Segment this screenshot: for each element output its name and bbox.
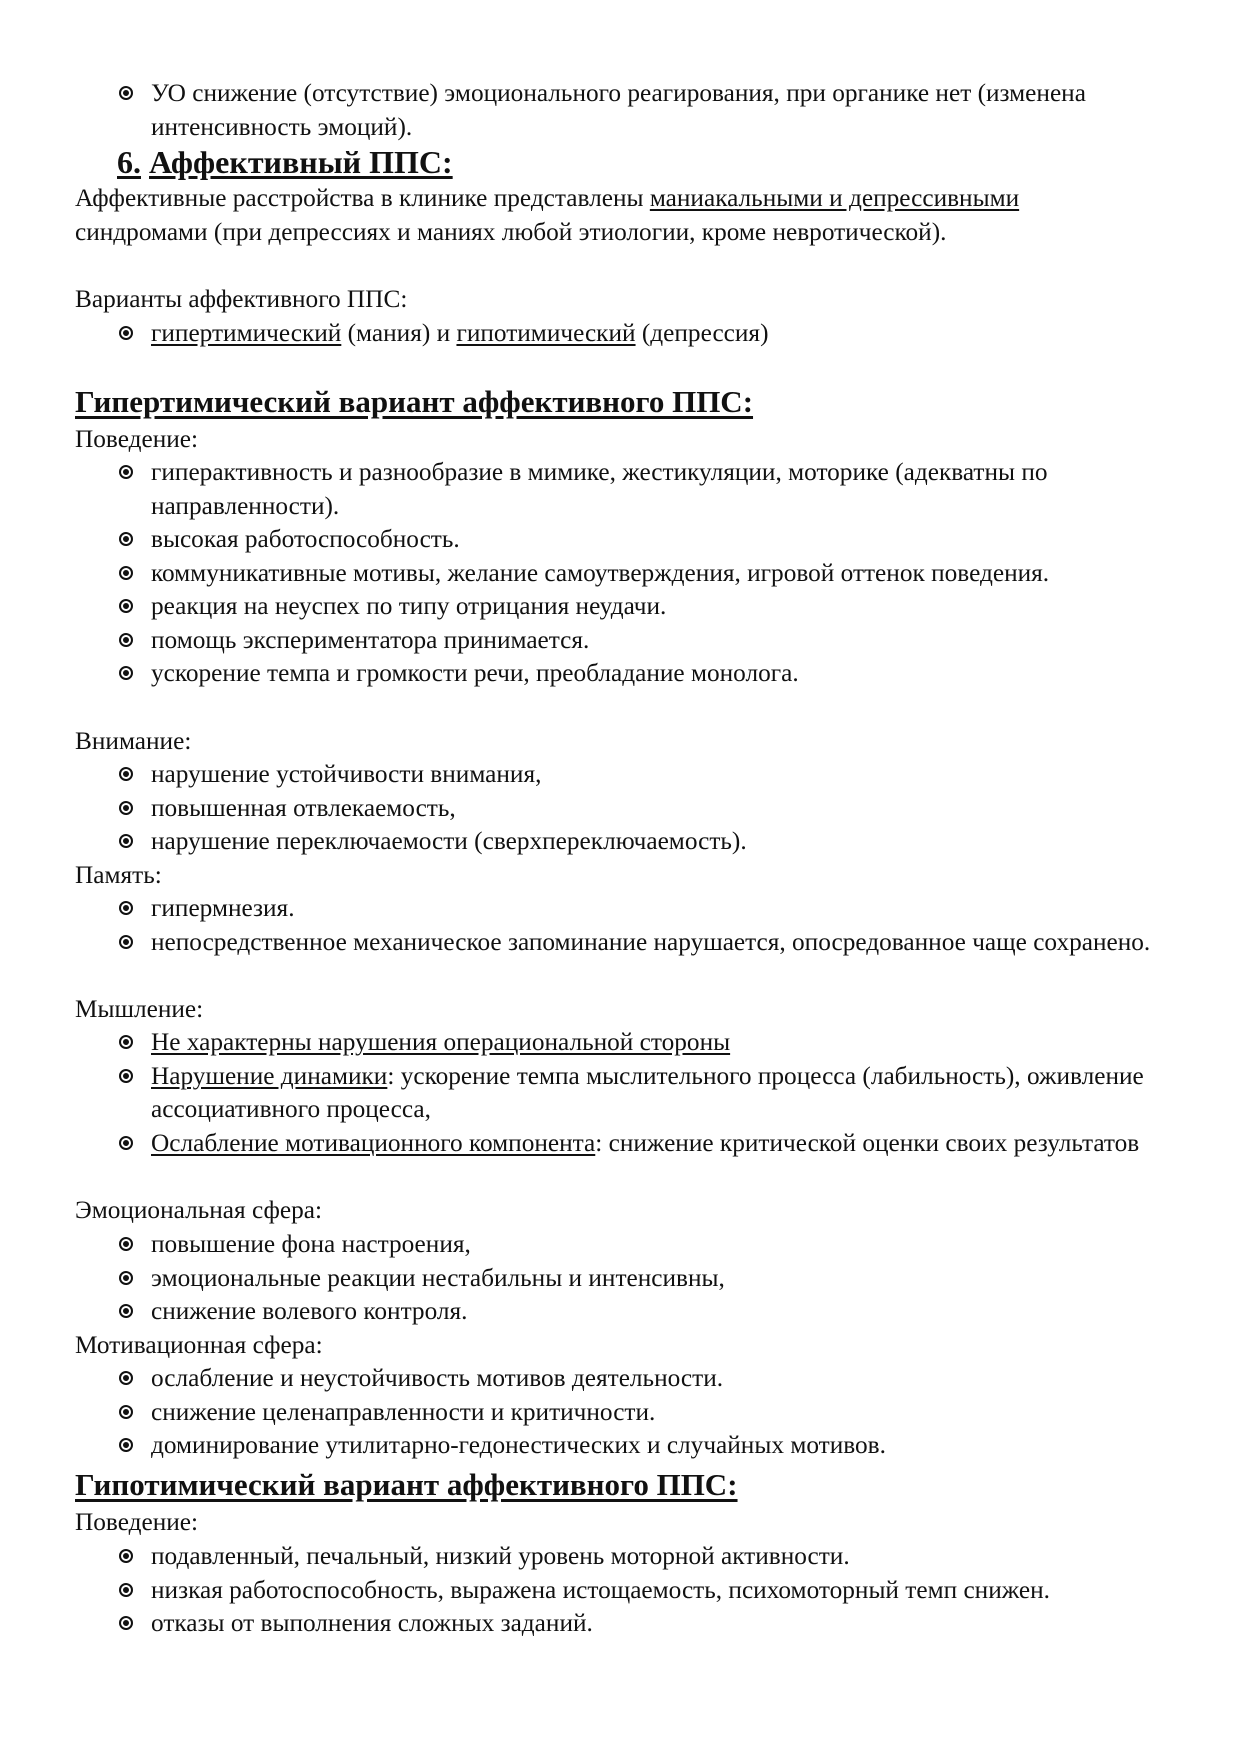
- list-item: высокая работоспособность.: [0, 523, 1161, 557]
- attention-label: Внимание:: [75, 727, 192, 755]
- motivation-label: Мотивационная сфера:: [75, 1331, 323, 1359]
- intro-list: [0, 77, 1240, 144]
- bullet-icon: [119, 633, 133, 647]
- list-item: доминирование утилитарно-гедонестических и случайных мотивов.: [0, 1429, 1161, 1463]
- list-item: эмоциональные реакции нестабильны и интенсивны,: [0, 1262, 1161, 1296]
- bullet-icon: [119, 1371, 133, 1385]
- bullet-icon: [119, 1549, 133, 1563]
- bullet-icon: [119, 1136, 133, 1150]
- motivation-list: [0, 1362, 1240, 1463]
- hypo-behavior-list: [0, 1540, 1240, 1641]
- list-item: ослабление и неустойчивость мотивов деятельности.: [0, 1362, 1161, 1396]
- list-item: повышенная отвлекаемость,: [0, 792, 1161, 826]
- list-item: реакция на неуспех по типу отрицания неудачи.: [0, 590, 1161, 624]
- section-heading: 6. Аффективный ППС:: [117, 144, 453, 180]
- list-item: нарушение переключаемости (сверхпереключаемость).: [0, 825, 1161, 859]
- bullet-icon: [119, 1069, 133, 1083]
- bullet-icon: [119, 532, 133, 546]
- bullet-icon: [119, 767, 133, 781]
- list-item: гипермнезия.: [0, 892, 1161, 926]
- bullet-icon: [119, 465, 133, 479]
- bullet-icon: [119, 1237, 133, 1251]
- bullet-icon: [119, 86, 133, 100]
- list-item: снижение целенаправленности и критичности.: [0, 1396, 1161, 1430]
- bullet-icon: [119, 566, 133, 580]
- variants-label: Варианты аффективного ППС:: [75, 285, 408, 313]
- behavior-label: Поведение:: [75, 1508, 199, 1536]
- list-item: подавленный, печальный, низкий уровень моторной активности.: [0, 1540, 1161, 1574]
- bullet-icon: [119, 834, 133, 848]
- section-paragraph: Аффективные расстройства в клинике представлены маниакальными и депрессивными синдромами (при депрессиях и маниях любой этиологии, кроме невротической).: [75, 184, 1020, 246]
- hypothymic-heading: Гипотимический вариант аффективного ППС:: [75, 1467, 738, 1502]
- list-item: непосредственное механическое запоминание нарушается, опосредованное чаще сохранено.: [0, 926, 1161, 960]
- list-item: Ослабление мотивационного компонента: снижение критической оценки своих результатов: [0, 1127, 1161, 1161]
- list-item: нарушение устойчивости внимания,: [0, 758, 1161, 792]
- behavior-list: [0, 456, 1240, 691]
- list-item: повышение фона настроения,: [0, 1228, 1161, 1262]
- bullet-icon: [119, 901, 133, 915]
- bullet-icon: [119, 1304, 133, 1318]
- list-item: помощь экспериментатора принимается.: [0, 624, 1161, 658]
- emotion-list: [0, 1228, 1240, 1329]
- memory-list: [0, 892, 1240, 959]
- list-item: отказы от выполнения сложных заданий.: [0, 1607, 1161, 1641]
- emotion-label: Эмоциональная сфера:: [75, 1196, 323, 1224]
- thinking-label: Мышление:: [75, 995, 204, 1023]
- list-item: коммуникативные мотивы, желание самоутверждения, игровой оттенок поведения.: [0, 557, 1161, 591]
- bullet-icon: [119, 801, 133, 815]
- list-item: снижение волевого контроля.: [0, 1295, 1161, 1329]
- hyperthymic-heading: Гипертимический вариант аффективного ППС:: [75, 384, 754, 419]
- bullet-icon: [119, 1405, 133, 1419]
- list-item: гипертимический (мания) и гипотимический (депрессия): [0, 317, 1161, 351]
- list-item: Не характерны нарушения операциональной стороны: [0, 1026, 1161, 1060]
- memory-label: Память:: [75, 861, 162, 889]
- bullet-icon: [119, 599, 133, 613]
- list-item: гиперактивность и разнообразие в мимике, жестикуляции, моторике (адекватны по направленности).: [0, 456, 1161, 523]
- behavior-label: Поведение:: [75, 425, 199, 453]
- thinking-list: [0, 1026, 1240, 1160]
- bullet-icon: [119, 666, 133, 680]
- bullet-icon: [119, 1616, 133, 1630]
- bullet-icon: [119, 1438, 133, 1452]
- list-item: низкая работоспособность, выражена истощаемость, психомоторный темп снижен.: [0, 1574, 1161, 1608]
- list-item: УО снижение (отсутствие) эмоционального реагирования, при органике нет (изменена интенсивность эмоций).: [0, 77, 1161, 144]
- bullet-icon: [119, 1035, 133, 1049]
- bullet-icon: [119, 326, 133, 340]
- bullet-icon: [119, 1271, 133, 1285]
- list-item: Нарушение динамики: ускорение темпа мыслительного процесса (лабильность), оживление ассоциативного процесса,: [0, 1060, 1161, 1127]
- bullet-icon: [119, 935, 133, 949]
- variants-list: [0, 317, 1240, 351]
- attention-list: [0, 758, 1240, 859]
- bullet-icon: [119, 1583, 133, 1597]
- list-item: ускорение темпа и громкости речи, преобладание монолога.: [0, 657, 1161, 691]
